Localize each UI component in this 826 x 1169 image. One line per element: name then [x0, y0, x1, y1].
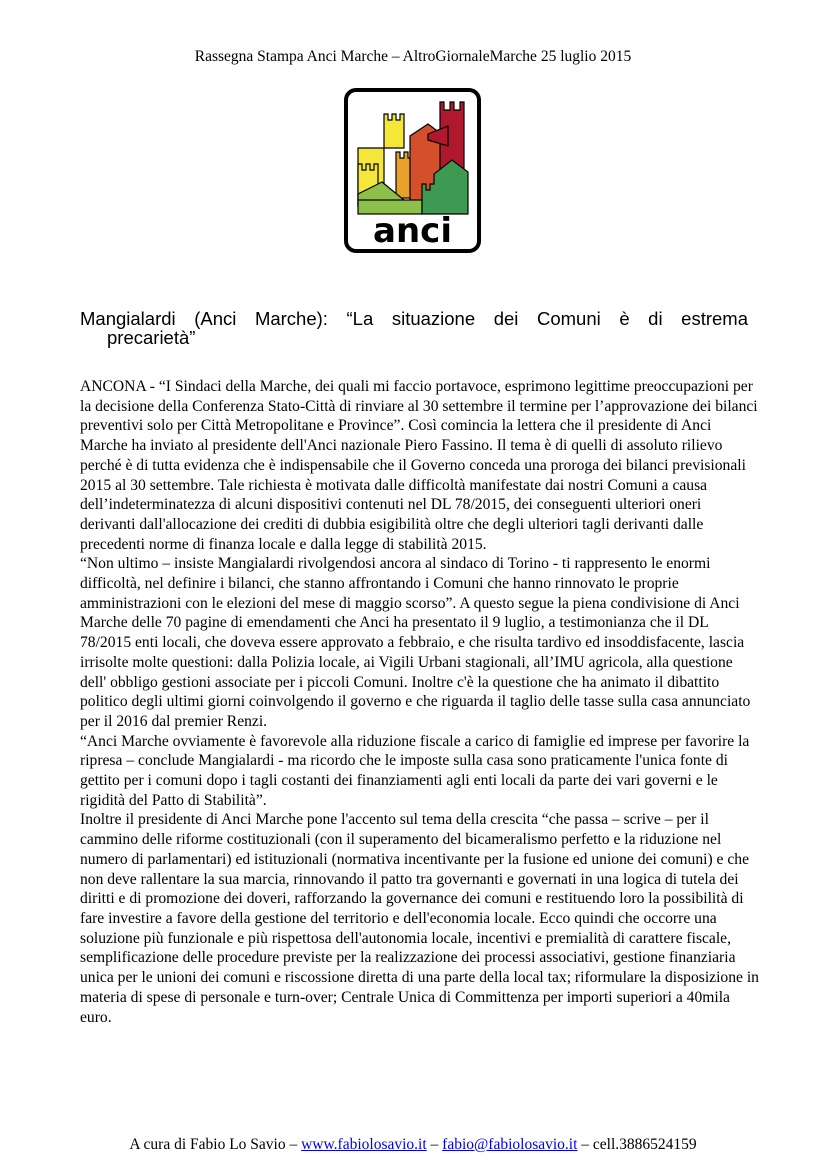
article-title-line2: precarietà” [107, 327, 196, 348]
article-paragraph: “Anci Marche ovviamente è favorevole alla riduzione fiscale a carico di famiglie ed imprese per favorire la ripresa – conclude Mangialardi - ma ricordo che le imposte sulla casa sono praticamente l'unica fonte di gettito per i comuni dopo i tagli costanti dei finanziamenti agli enti locali da parte dei vari governi e le rigidità del Patto di Stabilità”. [80, 732, 750, 809]
article-title-line1: Mangialardi (Anci Marche): “La situazione dei Comuni è di estrema [80, 308, 748, 329]
logo-label: anci [373, 211, 452, 251]
article-body [80, 377, 760, 1027]
article-paragraph: “Non ultimo – insiste Mangialardi rivolgendosi ancora al sindaco di Torino - ti rappresento le enormi difficoltà, nel definire i bilanci, che stanno affrontando i Comuni che hanno rinnovato le proprie amministrazioni con le elezioni del mese di maggio scorso”. A questo segue la piena condivisione di Anci Marche delle 70 pagine di emendamenti che Anci ha presentato il 9 luglio, a testimonianza che il DL 78/2015 enti locali, che doveva essere approvato a febbraio, e che risulta tardivo ed insoddisfacente, lascia irrisolte molte questioni: dalla Polizia locale, ai Vigili Urbani stagionali, all’IMU agricola, alla questione dell' obbligo gestioni associate per i piccoli Comuni. Inoltre c'è la questione che ha animato il dibattito politico degli ultimi giorni coinvolgendo il governo e che riguarda il taglio delle tasse sulla casa annunciato per il 2016 dal premier Renzi. [80, 555, 751, 730]
footer-author: A cura di Fabio Lo Savio – [129, 1136, 302, 1153]
footer-separator: – [426, 1136, 443, 1153]
article-paragraph: Inoltre il presidente di Anci Marche pone l'accento sul tema della crescita “che passa – scrive – per il cammino delle riforme costituzionali (con il superamento del bicameralismo perfetto e la riduzione nel numero di parlamentari) ed istituzionali (normativa incentivante per la fusione ed unione dei comuni) e che non deve rallentare la sua marcia, rinnovando il patto tra governanti e governati in una logica di tutela dei diritti e di promozione dei doveri, rafforzando la governance dei comuni e restituendo loro la possibilità di fare investire a favore della gestione del territorio e dell'economia locale. Ecco quindi che occorre una soluzione più funzionale e più rispettosa dell'autonomia locale, incentivi e premialità di carattere fiscale, semplificazione delle procedure previste per la realizzazione dei processi associativi, gestione finanziaria unica per le unioni dei comuni e riscossione diretta di una parte della local tax; riformulare la disposizione in materia di spese di personale e turn-over; Centrale Unica di Committenza per importi superiori a 40mila euro. [80, 811, 759, 1026]
email-link[interactable]: fabio@fabiolosavio.it [442, 1136, 578, 1153]
website-link[interactable]: www.fabiolosavio.it [301, 1136, 427, 1153]
footer [0, 1136, 826, 1154]
press-review-header: Rassegna Stampa Anci Marche – AltroGiornaleMarche 25 luglio 2015 [194, 48, 632, 65]
footer-phone: – cell.3886524159 [577, 1136, 697, 1153]
article-title [80, 309, 748, 347]
anci-logo-icon [344, 88, 481, 253]
article-paragraph: ANCONA - “I Sindaci della Marche, dei quali mi faccio portavoce, esprimono legittime preoccupazioni per la decisione della Conferenza Stato-Città di rinviare al 30 settembre il termine per l’approvazione dei bilanci preventivi solo per Città Metropolitane e Province”. Così comincia la lettera che il presidente di Anci Marche ha inviato al presidente dell'Anci nazionale Piero Fassino. Il tema è di quelli di assoluto rilievo perché è di tutta evidenza che è indispensabile che il Governo conceda una proroga dei bilanci previsionali 2015 al 30 settembre. Tale richiesta è motivata dalle difficoltà manifestate dai nostri Comuni a causa dell’indeterminatezza di alcuni dispositivi contenuti nel DL 78/2015, dei conseguenti ulteriori oneri derivanti dall'allocazione dei crediti di dubbia esigibilità oltre che degli ulteriori tagli derivanti dalle precedenti norme di finanza locale e dalla legge di stabilità 2015. [80, 378, 758, 553]
